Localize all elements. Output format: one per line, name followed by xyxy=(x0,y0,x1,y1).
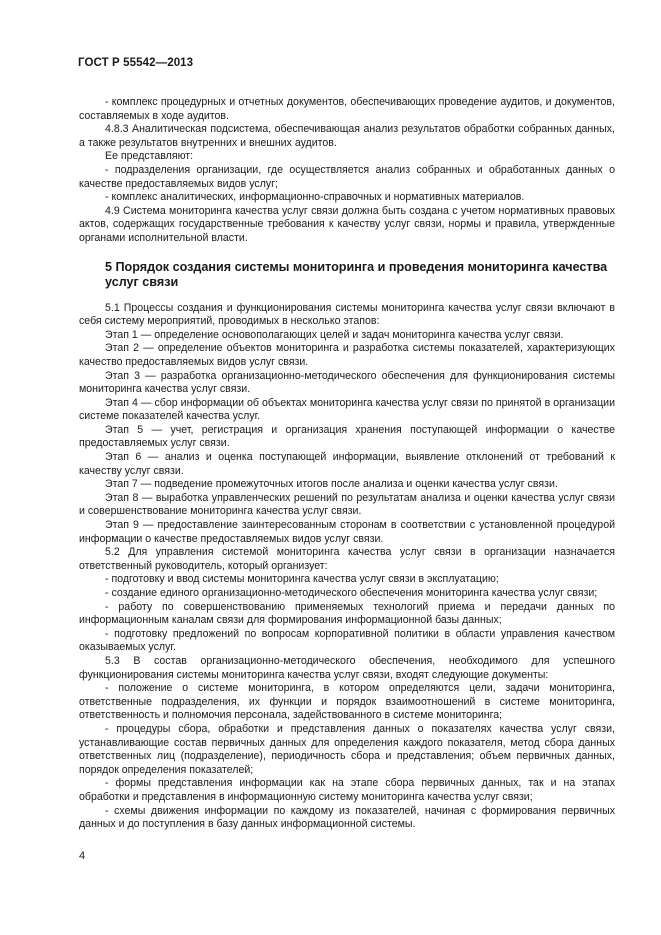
stage-item: Этап 4 — сбор информации об объектах мониторинга качества услуг связи по принятой в организации системе показателей качества услуг. xyxy=(79,396,615,423)
stage-item: Этап 3 — разработка организационно-методического обеспечения для функционирования системы мониторинга качества услуг связи. xyxy=(79,369,615,396)
paragraph: Ее представляют: xyxy=(105,150,194,163)
paragraph: 5.1 Процессы создания и функционирования системы мониторинга качества услуг связи включают в себя систему мероприятий, проводимых в несколько этапов: xyxy=(79,301,615,328)
paragraph: 4.8.3 Аналитическая подсистема, обеспечивающая анализ результатов обработки собранных данных, а также результатов внутренних и внешних аудитов. xyxy=(79,123,615,149)
stage-item: Этап 8 — выработка управленческих решений по результатам анализа и оценки качества услуг связи и совершенствование мониторинга качества услуг связи. xyxy=(79,491,615,518)
document-body xyxy=(79,96,615,832)
stage-item: Этап 5 — учет, регистрация и организация хранения поступающей информации о качестве предоставляемых услуг связи. xyxy=(79,423,615,450)
section-heading: 5 Порядок создания системы мониторинга и проведения мониторинга качества услуг связи xyxy=(105,259,608,289)
list-item: - подготовку и ввод системы мониторинга качества услуг связи в эксплуатацию; xyxy=(105,573,499,586)
list-item: - подготовку предложений по вопросам корпоративной политики в области управления качеством оказываемых услуг. xyxy=(79,627,615,654)
list-item: - формы представления информации как на этапе сбора первичных данных, так и на этапах обработки и представления в информационную систему мониторинга качества услуг связи; xyxy=(79,777,615,803)
list-item: - процедуры сбора, обработки и представления данных о показателях качества услуг связи, устанавливающие состав первичных данных для определения каждого показателя, метод сбора данных ответственных лиц (подразделение), периодичность сбора и представления; объем первичных данных, порядок определения показателей; xyxy=(79,722,615,776)
standard-header: ГОСТ Р 55542—2013 xyxy=(78,57,194,69)
list-item: - создание единого организационно-методического обеспечения мониторинга качества услуг связи; xyxy=(105,587,598,599)
list-item: - положение о системе мониторинга, в котором определяются цели, задачи мониторинга, ответственные подразделения, их функции и порядок взаимоотношений в системе мониторинга, ответственность и полномочия персонала, задействованного в системе мониторинга; xyxy=(79,682,615,722)
stage-item: Этап 1 — определение основополагающих целей и задач мониторинга качества услуг связи. xyxy=(105,328,564,341)
stage-item: Этап 6 — анализ и оценка поступающей информации, выявление отклонений от требований к качеству услуг связи. xyxy=(79,451,615,477)
paragraph: 5.3 В состав организационно-методического обеспечения, необходимого для успешного функционирования системы мониторинга качества услуг связи, входят следующие документы: xyxy=(79,654,615,681)
paragraph: - подразделения организации, где осуществляется анализ собранных и обработанных данных о качестве предоставляемых видов услуг; xyxy=(79,163,615,190)
paragraph: 4.9 Система мониторинга качества услуг связи должна быть создана с учетом нормативных правовых актов, содержащих государственные требования к качеству услуг связи, нормы и правила, утвержденные органами исполнительной власти. xyxy=(79,204,615,244)
paragraph: - комплекс аналитических, информационно-справочных и нормативных материалов. xyxy=(105,191,525,204)
paragraph: - комплекс процедурных и отчетных документов, обеспечивающих проведение аудитов, и документов, составляемых в ходе аудитов. xyxy=(79,96,615,122)
stage-item: Этап 2 — определение объектов мониторинга и разработка системы показателей, характеризующих качество предоставляемых видов услуг связи. xyxy=(79,342,615,368)
list-item: - схемы движения информации по каждому из показателей, начиная с формирования первичных данных и до поступления в базу данных информационной системы. xyxy=(79,804,615,831)
page-number: 4 xyxy=(79,850,86,862)
stage-item: Этап 9 — предоставление заинтересованным сторонам в соответствии с установленной процедурой информации о качестве предоставляемых видов услуг связи. xyxy=(79,519,615,545)
list-item: - работу по совершенствованию применяемых технологий приема и передачи данных по информационным каналам связи для формирования информационной базы данных; xyxy=(79,600,615,627)
paragraph: 5.2 Для управления системой мониторинга качества услуг связи в организации назначается ответственный руководитель, который организует: xyxy=(79,546,615,572)
stage-item: Этап 7 — подведение промежуточных итогов после анализа и оценки качества услуг связи. xyxy=(105,478,558,491)
